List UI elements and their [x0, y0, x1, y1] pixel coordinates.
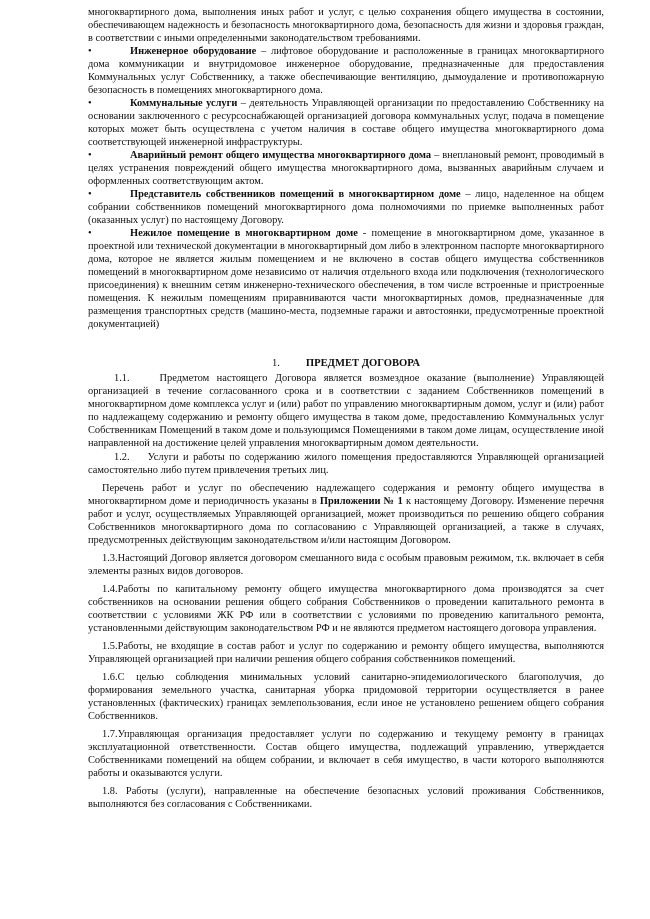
section-title: ПРЕДМЕТ ДОГОВОРА [305, 358, 421, 369]
bullet-icon: • [88, 150, 92, 161]
bullet-icon: • [88, 46, 92, 57]
definition-term: Инженерное оборудование [130, 46, 257, 57]
definition-text: – деятельность Управляющей организации по предоставлению Собственнику на основании заключенного с ресурсоснабжающей организацией договора коммунальных услуг, подача в помещение которых может быть осуществлена с учетом наличия в составе общего имущества многоквартирного дома соответствующей инженерной инфраструктуры. [88, 98, 604, 148]
definition-term: Нежилое помещение в многоквартирном доме [130, 228, 358, 239]
item-paragraph: 1.4.Работы по капитальному ремонту общего имущества многоквартирного дома производятся за счет собственников на основании решения общего собрания Собственников о проведении капитального ремонта в соответствии с условиями ЖК РФ или в соответствии с условиями по проведению капитального ремонта, установленными действующим законодательством РФ и не являются предметом настоящего договора управления. [88, 584, 604, 634]
bullet-icon: • [88, 98, 92, 109]
definition-item [88, 227, 604, 331]
definition-text: - помещение в многоквартирном доме, указанное в проектной или технической документации в многоквартирный дом либо в электронном паспорте многоквартирного дома, которое не является жилым помещением и не включено в состав общего имущества собственников помещений в многоквартирном доме независимо от наличия отдельного входа или подключения (технологического присоединения) к внешним сетям инженерно-технического обеспечения, в том числе встроенные и пристроенные помещения. К нежилым помещениям приравниваются части многоквартирных домов, предназначенные для размещения транспортных средств (машино-места, подземные гаражи и автостоянки, предусмотренные проектной документацией) [88, 228, 604, 330]
clause-text: Услуги и работы по содержанию жилого помещения предоставляются Управляющей организацией самостоятельно либо путем привлечения третьих лиц. [88, 452, 604, 476]
clause-number: 1.2. [114, 452, 130, 463]
definition-item [88, 45, 604, 97]
definition-item [88, 97, 604, 149]
item-paragraph: 1.5.Работы, не входящие в состав работ и услуг по содержанию и ремонту общего имущества, выполняются Управляющей организацией при наличии решения общего собрания собственников помещений. [88, 641, 604, 665]
item-paragraph: 1.7.Управляющая организация предоставляет услуги по содержанию и текущему ремонту в границах эксплуатационной ответственности. Состав общего имущества, подлежащий управлению, утверждается Собственниками помещений на общем собрании, и включает в себя имущество, в части которого выполняются работы и оказываются услуги. [88, 729, 604, 779]
definition-text: – лифтовое оборудование и расположенные в границах многоквартирного дома коммуникации и внутридомовое инженерное оборудование, предназначенные для предоставления Коммунальных услуг Собственнику, а также обеспечивающие вентиляцию, дымоудаление и противопожарную безопасность в помещениях многоквартирного дома. [88, 46, 605, 96]
definition-item [88, 188, 604, 227]
definition-term: Коммунальные услуги [130, 98, 238, 109]
definition-text: – лицо, наделенное на общем собрании собственников помещений многоквартирного дома полномочиями по приемке выполненных работ (оказанных услуг) по настоящему Договору. [88, 189, 604, 226]
clause-text: Предметом настоящего Договора является возмездное оказание (выполнение) Управляющей организацией в течение согласованного срока и в соответствии с заданием Собственников помещений в многоквартирном доме комплекса услуг и (или) работ по управлению многоквартирным домом, услуг и (или) работ по надлежащему содержанию и ремонту общего имущества в таком доме, предоставлению Коммунальных услуг Собственникам Помещений в таком доме и пользующимся Помещениями в таком доме лицам, осуществление иной направленной на достижение целей управления многоквартирным домом деятельности. [88, 373, 605, 449]
definition-item [88, 149, 604, 188]
perechen-text-start: Перечень работ и услуг по обеспечению надлежащего содержания и ремонту общего имущества в многоквартирном доме и периодичность указаны в [88, 483, 604, 507]
clause-number: 1.1. [114, 373, 130, 384]
definition-term: Аварийный ремонт общего имущества многоквартирного дома [130, 150, 432, 161]
item-paragraph: 1.3.Настоящий Договор является договором смешанного вида с особым правовым режимом, т.к. включает в себя элементы разных видов договоров. [88, 553, 604, 577]
bullet-icon: • [88, 189, 92, 200]
perechen-paragraph [88, 482, 604, 547]
perechen-text-end: к настоящему Договору. Изменение перечня работ и услуг, осуществляемых Управляющей организацией, может производиться по решению общего собрания Собственников многоквартирного дома по согласованию с Управляющей организацией, а также в случаях, предусмотренных действующим законодательством и/или настоящим Договором. [88, 496, 604, 546]
intro-paragraph: многоквартирного дома, выполнения иных работ и услуг, с целью сохранения общего имущества в состоянии, обеспечивающем надежность и безопасность многоквартирного дома, безопасность для жизни и здоровья граждан, в соответствии с иными определенными законодательством требованиями. [88, 7, 604, 44]
definition-text: – внеплановый ремонт, проводимый в целях устранения повреждений общего имущества многоквартирного дома, вызванных аварийным случаем и оформленных соответствующим актом. [88, 150, 604, 187]
section-heading [88, 357, 604, 370]
clause-paragraph [88, 451, 604, 477]
section-number: 1. [271, 358, 280, 369]
appendix-reference: Приложении № 1 [319, 496, 403, 507]
clause-paragraph [88, 372, 604, 450]
document-page [88, 6, 604, 811]
bullet-icon: • [88, 228, 92, 239]
definition-term: Представитель собственников помещений в многоквартирном доме [130, 189, 461, 200]
item-paragraph: 1.6.С целью соблюдения минимальных условий санитарно-эпидемиологического благополучия, до формирования земельного участка, санитарная уборка придомовой территории осуществляется в ранее установленных (фактических) границах землепользования, если иное не установлено решением общего собрания Собственников. [88, 672, 604, 722]
item-paragraph: 1.8. Работы (услуги), направленные на обеспечение безопасных условий проживания Собственников, выполняются без согласования с Собственниками. [88, 786, 604, 810]
